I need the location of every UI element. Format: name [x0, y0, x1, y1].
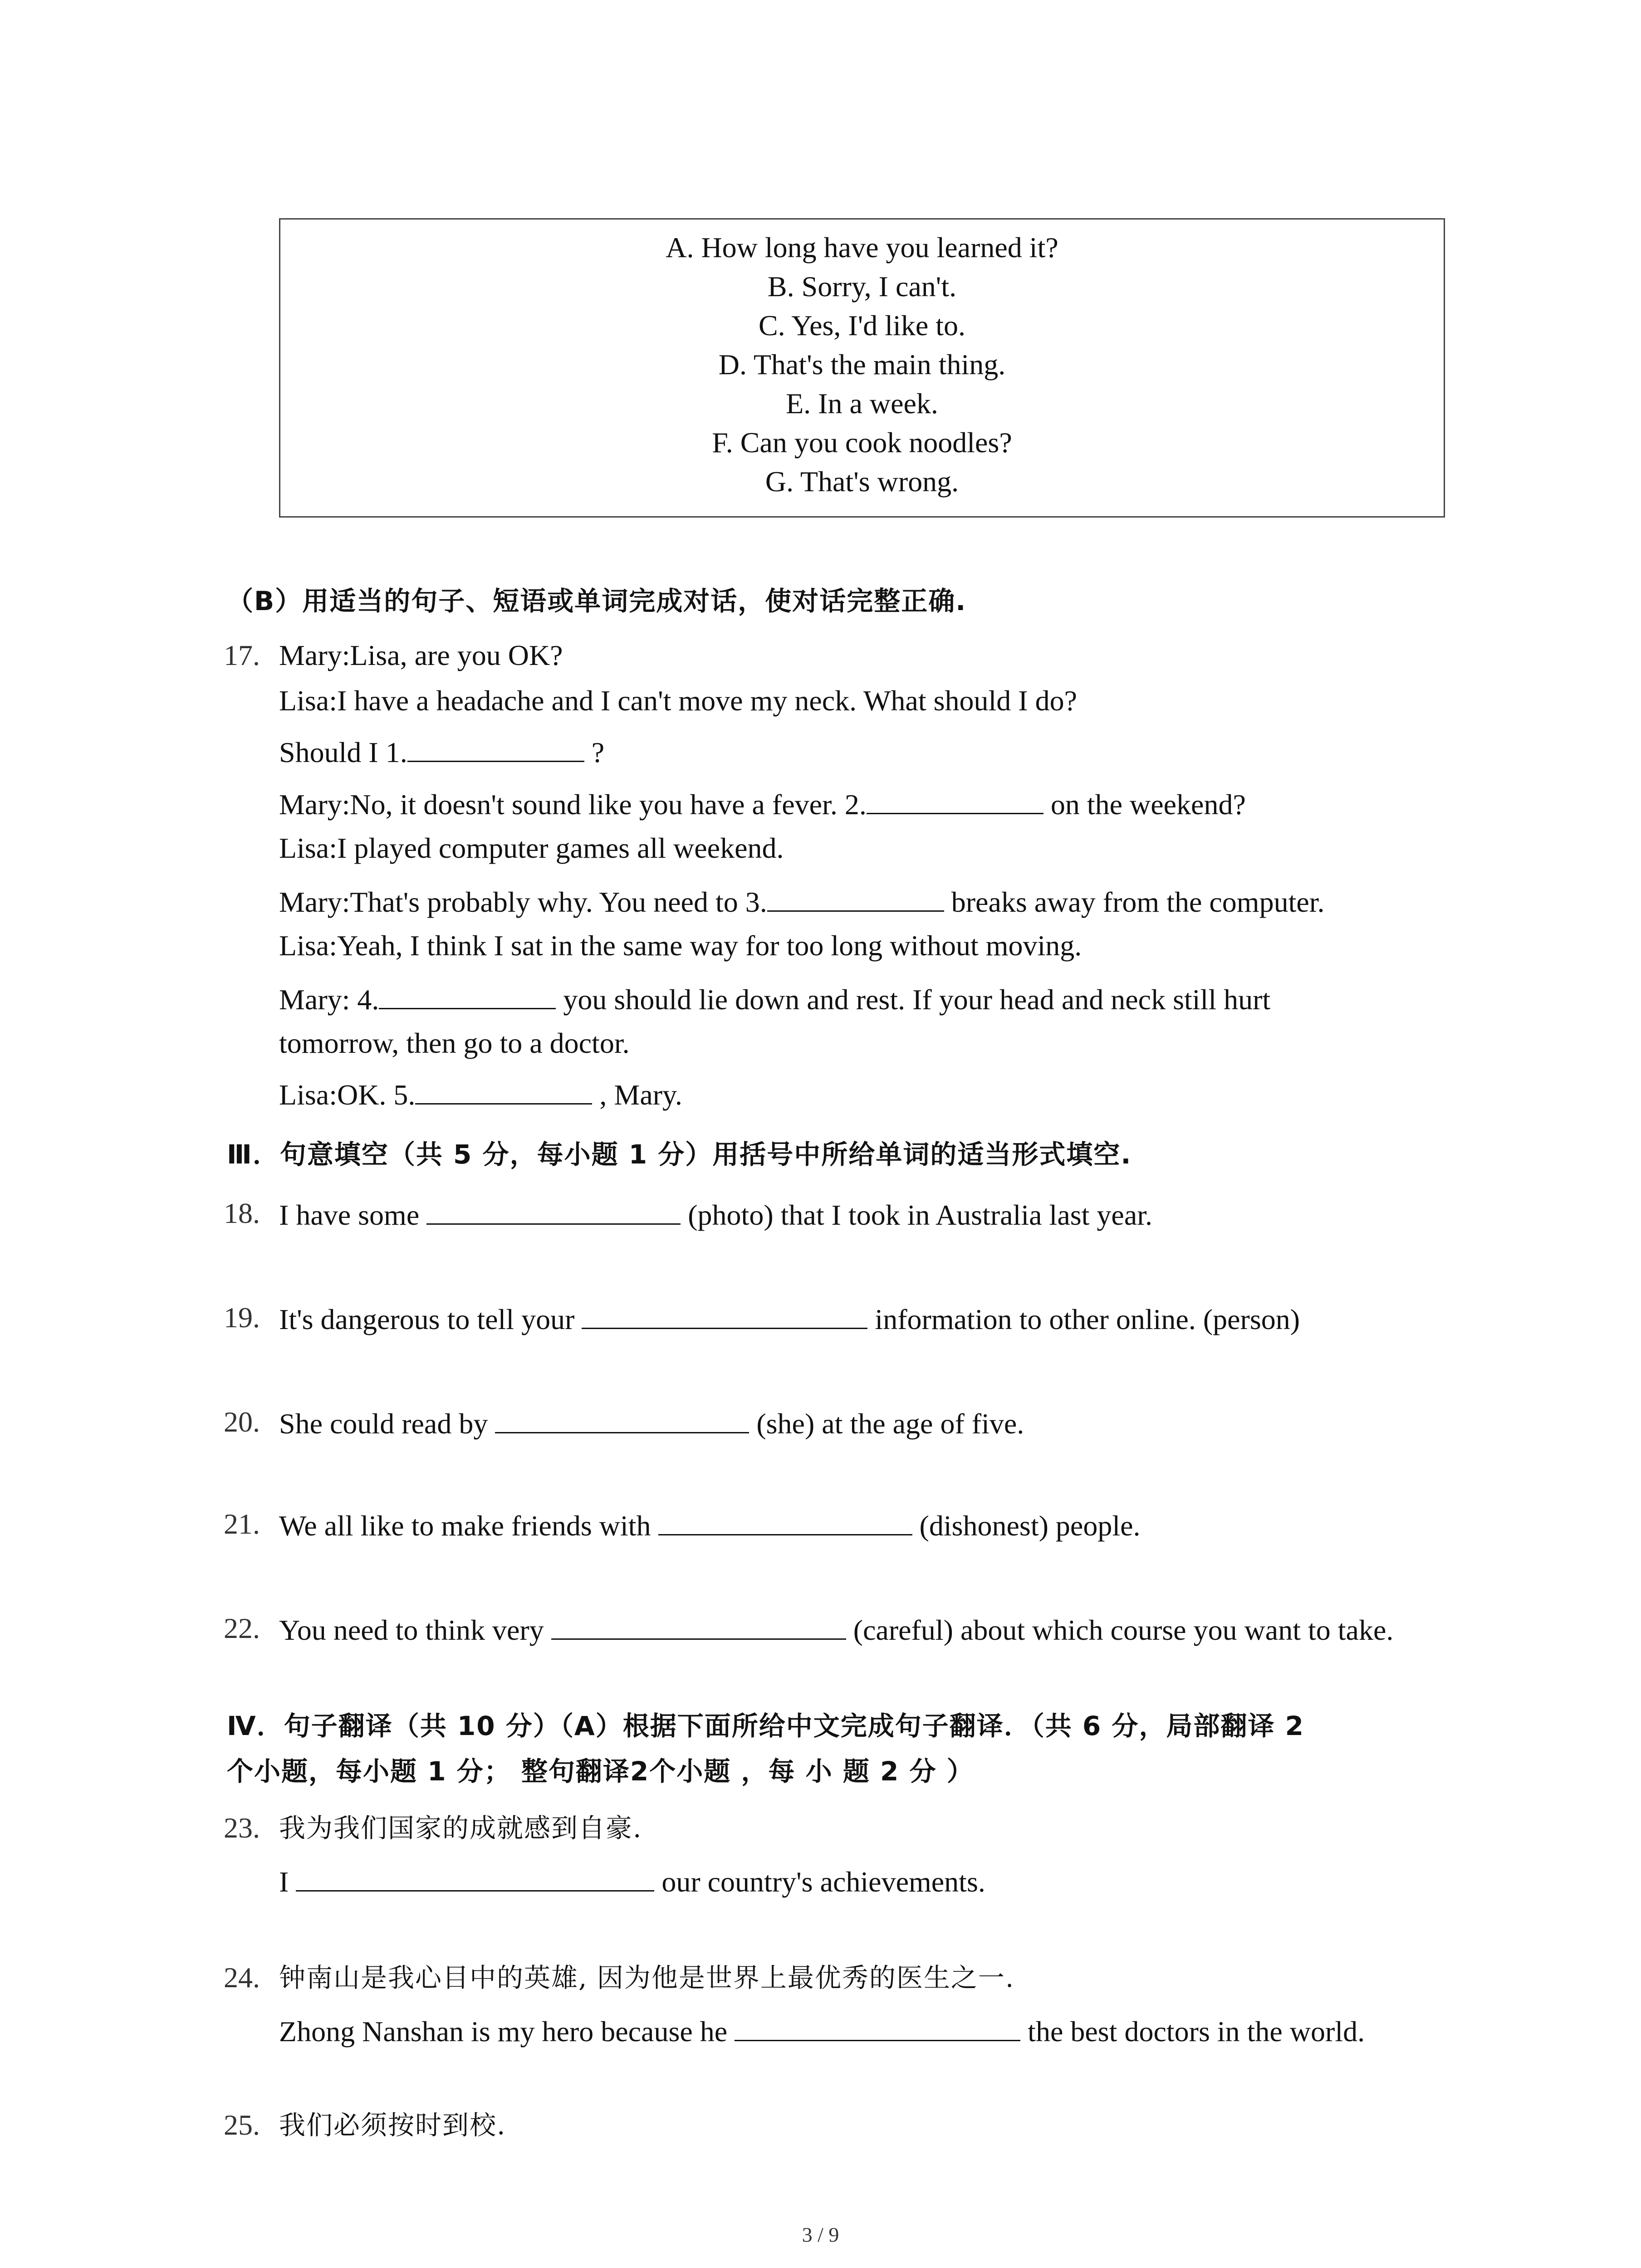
text: , Mary. — [599, 1079, 682, 1111]
question-number-24: 24. — [224, 1961, 260, 1994]
blank-1[interactable] — [407, 733, 584, 762]
section-4-heading-line1: Ⅳ．句子翻译（共 10 分）（A）根据下面所给中文完成句子翻译．（共 6 分，局部翻译 2 — [227, 1711, 1304, 1741]
answer-options-box — [279, 218, 1445, 518]
dialogue-line: tomorrow, then go to a doctor. — [279, 1027, 630, 1059]
blank-2[interactable] — [867, 785, 1043, 814]
question-23-english — [279, 1862, 985, 1900]
section-b-heading: （B）用适当的句子、短语或单词完成对话，使对话完整正确. — [227, 586, 967, 616]
question-number-17: 17. — [224, 639, 260, 671]
text: you should lie down and rest. If your head and neck still hurt — [563, 983, 1271, 1016]
text: (she) at the age of five. — [756, 1408, 1024, 1440]
question-20 — [279, 1404, 1024, 1442]
question-19 — [279, 1300, 1300, 1338]
text: information to other online. (person) — [875, 1303, 1300, 1335]
question-number-22: 22. — [224, 1612, 260, 1644]
option-c: C. Yes, I'd like to. — [758, 309, 966, 342]
text: (dishonest) people. — [919, 1510, 1141, 1542]
section-4-heading-line2: 个小题，每小题 1 分； 整句翻译2个小题 ，每 小 题 2 分 ） — [227, 1756, 974, 1787]
text: Mary: 4. — [279, 983, 379, 1016]
question-18 — [279, 1195, 1152, 1233]
text: (careful) about which course you want to take. — [853, 1614, 1394, 1646]
blank-24[interactable] — [735, 2012, 1020, 2041]
blank-19[interactable] — [582, 1300, 867, 1329]
question-number-18: 18. — [224, 1197, 260, 1229]
text: It's dangerous to tell your — [279, 1303, 575, 1335]
blank-21[interactable] — [658, 1506, 912, 1535]
question-21 — [279, 1506, 1141, 1544]
option-d: D. That's the main thing. — [718, 348, 1006, 381]
dialogue-line — [279, 733, 604, 771]
question-number-21: 21. — [224, 1508, 260, 1540]
text: on the weekend? — [1050, 788, 1246, 821]
dialogue-line: Lisa:I played computer games all weekend. — [279, 832, 784, 864]
option-a: A. How long have you learned it? — [666, 231, 1058, 264]
text: We all like to make friends with — [279, 1510, 651, 1542]
dialogue-line — [279, 785, 1246, 823]
dialogue-line — [279, 980, 1270, 1018]
blank-3[interactable] — [767, 882, 944, 912]
text: our country's achievements. — [661, 1866, 985, 1898]
text: Lisa:OK. 5. — [279, 1079, 416, 1111]
text: breaks away from the computer. — [951, 886, 1325, 918]
text: (photo) that I took in Australia last year. — [688, 1199, 1152, 1231]
dialogue-line: Lisa:I have a headache and I can't move my neck. What should I do? — [279, 684, 1077, 717]
option-g: G. That's wrong. — [765, 465, 959, 498]
page-number: 3 / 9 — [802, 2223, 839, 2246]
question-number-20: 20. — [224, 1406, 260, 1438]
text: ? — [591, 736, 605, 768]
question-24-chinese: 钟南山是我心目中的英雄, 因为他是世界上最优秀的医生之一. — [279, 1962, 1015, 1993]
text: She could read by — [279, 1408, 488, 1440]
option-b: B. Sorry, I can't. — [767, 270, 957, 303]
question-22 — [279, 1610, 1393, 1648]
blank-22[interactable] — [551, 1610, 846, 1640]
question-number-23: 23. — [224, 1812, 260, 1844]
text: Should I 1. — [279, 736, 407, 768]
dialogue-line: Lisa:Yeah, I think I sat in the same way for too long without moving. — [279, 929, 1082, 962]
question-25-chinese: 我们必须按时到校. — [279, 2110, 506, 2141]
blank-4[interactable] — [379, 980, 556, 1009]
blank-23[interactable] — [296, 1862, 654, 1892]
text: the best doctors in the world. — [1028, 2015, 1365, 2048]
section-3-heading: Ⅲ．句意填空（共 5 分，每小题 1 分）用括号中所给单词的适当形式填空. — [227, 1139, 1132, 1170]
text: I have some — [279, 1199, 420, 1231]
question-number-25: 25. — [224, 2109, 260, 2141]
text: Mary:That's probably why. You need to 3. — [279, 886, 767, 918]
text: You need to think very — [279, 1614, 544, 1646]
dialogue-line — [279, 1075, 682, 1113]
option-e: E. In a week. — [786, 387, 938, 420]
dialogue-line — [279, 882, 1325, 920]
dialogue-line: Mary:Lisa, are you OK? — [279, 639, 563, 671]
question-24-english — [279, 2012, 1365, 2050]
question-23-chinese: 我为我们国家的成就感到自豪. — [279, 1813, 642, 1843]
text: I — [279, 1866, 289, 1898]
blank-18[interactable] — [426, 1195, 681, 1225]
blank-20[interactable] — [495, 1404, 749, 1433]
text: Zhong Nanshan is my hero because he — [279, 2015, 728, 2048]
option-f: F. Can you cook noodles? — [712, 426, 1012, 459]
blank-5[interactable] — [415, 1075, 592, 1105]
text: Mary:No, it doesn't sound like you have a fever. 2. — [279, 788, 867, 821]
question-number-19: 19. — [224, 1301, 260, 1334]
